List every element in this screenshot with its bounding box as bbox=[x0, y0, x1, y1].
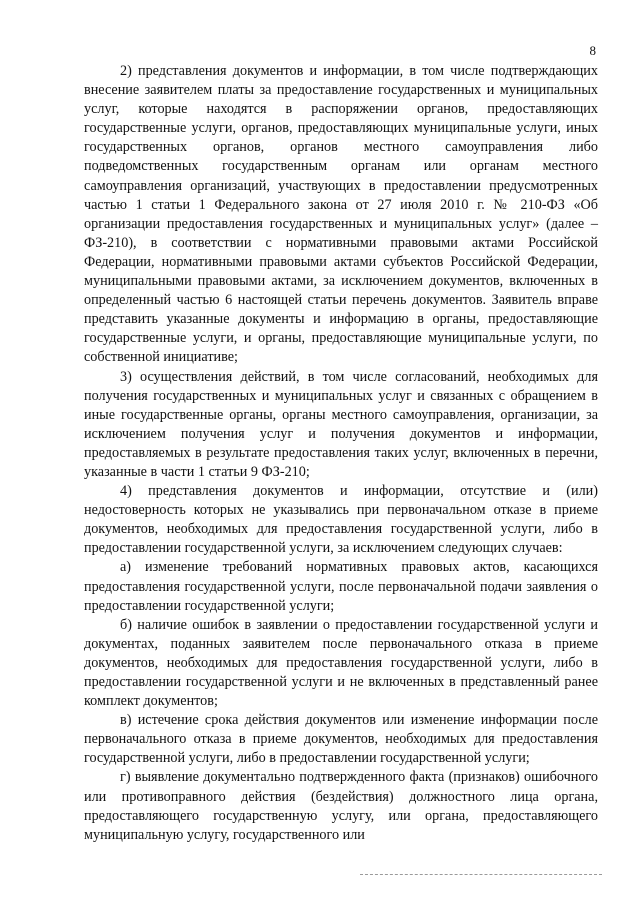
paragraph-item-4: 4) представления документов и информации, отсутствие и (или) недостоверность которых не указывались при первоначальном отказе в приеме документов, необходимых для предоставления государственной услуги, либо в предоставлении государственной услуги, за исключением следующих случаев: bbox=[84, 483, 598, 557]
paragraph-subitem-g: г) выявление документально подтвержденного факта (признаков) ошибочного или противоправного действия (бездействия) должностного лица органа, предоставляющего государственную услугу, или органа, предоставляющего муниципальную услугу, государственного или bbox=[84, 769, 598, 843]
paragraph-subitem-a: а) изменение требований нормативных правовых актов, касающихся предоставления государственной услуги, после первоначальной подачи заявления о предоставлении государственной услуги; bbox=[84, 559, 598, 614]
document-body bbox=[84, 62, 598, 845]
page-number: 8 bbox=[589, 43, 596, 58]
paragraph-subitem-v: в) истечение срока действия документов или изменение информации после первоначального отказа в приеме документов, необходимых для предоставления государственной услуги, либо в предоставлении государственной услуги; bbox=[84, 712, 598, 767]
paragraph-subitem-b: б) наличие ошибок в заявлении о предоставлении государственной услуги и документах, поданных заявителем после первоначального отказа в приеме документов, необходимых для предоставления государственной услуги, либо в предоставлении государственной услуги и не включенных в представленный ранее комплект документов; bbox=[84, 616, 598, 710]
footer-divider bbox=[360, 874, 602, 875]
paragraph-item-3: 3) осуществления действий, в том числе согласований, необходимых для получения государственных и муниципальных услуг и связанных с обращением в иные государственные органы, органы местного самоуправления, организации, за исключением получения услуг и получения документов и информации, предоставляемых в результате предоставления таких услуг, включенных в перечни, указанные в части 1 статьи 9 ФЗ-210; bbox=[84, 368, 598, 480]
paragraph-item-2: 2) представления документов и информации, в том числе подтверждающих внесение заявителем платы за предоставление государственных и муниципальных услуг, которые находятся в распоряжении органов, предоставляющих государственные услуги, органов, предоставляющих муниципальные услуги, иных государственных органов, органов местного самоуправления либо подведомственных государственным органам или органам местного самоуправления организаций, участвующих в предоставлении предусмотренных частью 1 статьи 1 Федерального закона от 27 июля 2010 г. № 210-ФЗ «Об организации предоставления государственных и муниципальных услуг» (далее – ФЗ-210), в соответствии с нормативными правовыми актами Российской Федерации, нормативными правовыми актами субъектов Российской Федерации, муниципальными правовыми актами, за исключением документов, включенных в определенный частью 6 настоящей статьи перечень документов. Заявитель вправе представить указанные документы и информацию в органы, предоставляющие государственные услуги, и органы, предоставляющие муниципальные услуги, по собственной инициативе; bbox=[84, 63, 598, 366]
